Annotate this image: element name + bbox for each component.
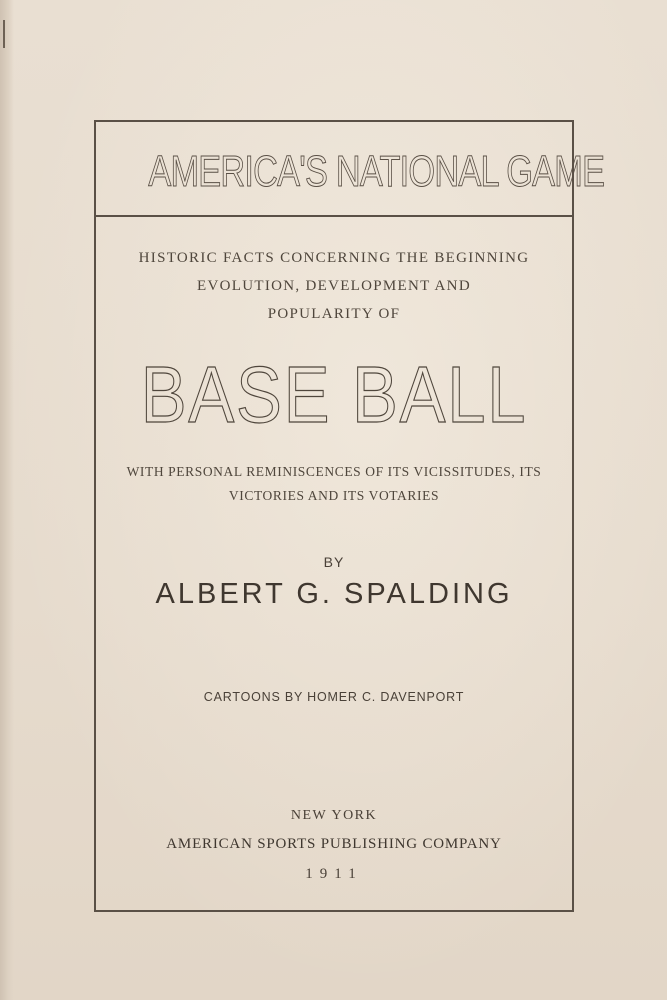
publication-year: 1911 — [305, 866, 363, 882]
header-title: AMERICA'S NATIONAL GAME — [148, 147, 605, 196]
header-title-band — [96, 122, 605, 217]
page-binding-edge — [0, 0, 14, 1000]
subtitle-line-2: EVOLUTION, DEVELOPMENT AND — [197, 278, 471, 294]
binding-thread-mark — [3, 20, 5, 48]
illustrator-credit: CARTOONS BY HOMER C. DAVENPORT — [203, 690, 465, 704]
publisher-name: AMERICAN SPORTS PUBLISHING COMPANY — [166, 836, 502, 852]
publication-place: NEW YORK — [290, 808, 378, 823]
description-line-2: VICTORIES AND ITS VOTARIES — [228, 488, 440, 503]
description-line-1: WITH PERSONAL REMINISCENCES OF ITS VICISSITUDES, ITS — [126, 464, 542, 479]
subtitle-line-1: HISTORIC FACTS CONCERNING THE BEGINNING — [138, 250, 530, 266]
author-name: ALBERT G. SPALDING — [155, 578, 513, 610]
main-title: BASE BALL — [140, 350, 528, 439]
by-label: BY — [323, 554, 345, 570]
subtitle-line-3: POPULARITY OF — [267, 306, 401, 322]
title-page-border — [94, 120, 605, 912]
